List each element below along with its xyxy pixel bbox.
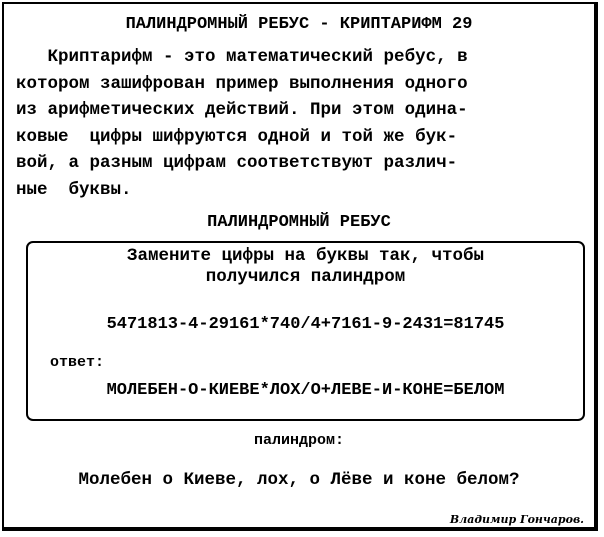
intro-paragraph bbox=[16, 44, 594, 203]
task-line: получился палиндром bbox=[205, 267, 406, 287]
page-frame bbox=[2, 2, 598, 531]
intro-line: из арифметических действий. При этом одина- bbox=[16, 100, 468, 120]
intro-line: ковые цифры шифруются одной и той же бук- bbox=[16, 126, 458, 147]
answer-label: ответ: bbox=[50, 354, 105, 371]
page-title: ПАЛИНДРОМНЫЙ РЕБУС - КРИПТАРИФМ 29 bbox=[125, 15, 473, 34]
rebus-box bbox=[26, 241, 585, 421]
author-signature: Владимир Гончаров. bbox=[449, 513, 584, 526]
intro-line: ные буквы. bbox=[16, 179, 132, 200]
rebus-subtitle: ПАЛИНДРОМНЫЙ РЕБУС bbox=[207, 213, 391, 232]
intro-line: котором зашифрован пример выполнения одного bbox=[16, 73, 468, 94]
task-line: Замените цифры на буквы так, чтобы bbox=[126, 246, 485, 266]
palindrome-label: палиндром: bbox=[253, 432, 344, 449]
palindrome-text: Молебен о Киеве, лох, о Лёве и коне белом? bbox=[78, 470, 520, 490]
digit-equation: 5471813-4-29161*740/4+7161-9-2431=81745 bbox=[106, 315, 505, 334]
intro-line: Криптарифм - это математический ребус, в bbox=[16, 47, 468, 67]
intro-line: вой, а разным цифрам соответствуют различ- bbox=[16, 153, 458, 173]
answer-equation: МОЛЕБЕН-О-КИЕВЕ*ЛОХ/О+ЛЕВЕ-И-КОНЕ=БЕЛОМ bbox=[106, 381, 505, 400]
task-text bbox=[28, 246, 583, 288]
